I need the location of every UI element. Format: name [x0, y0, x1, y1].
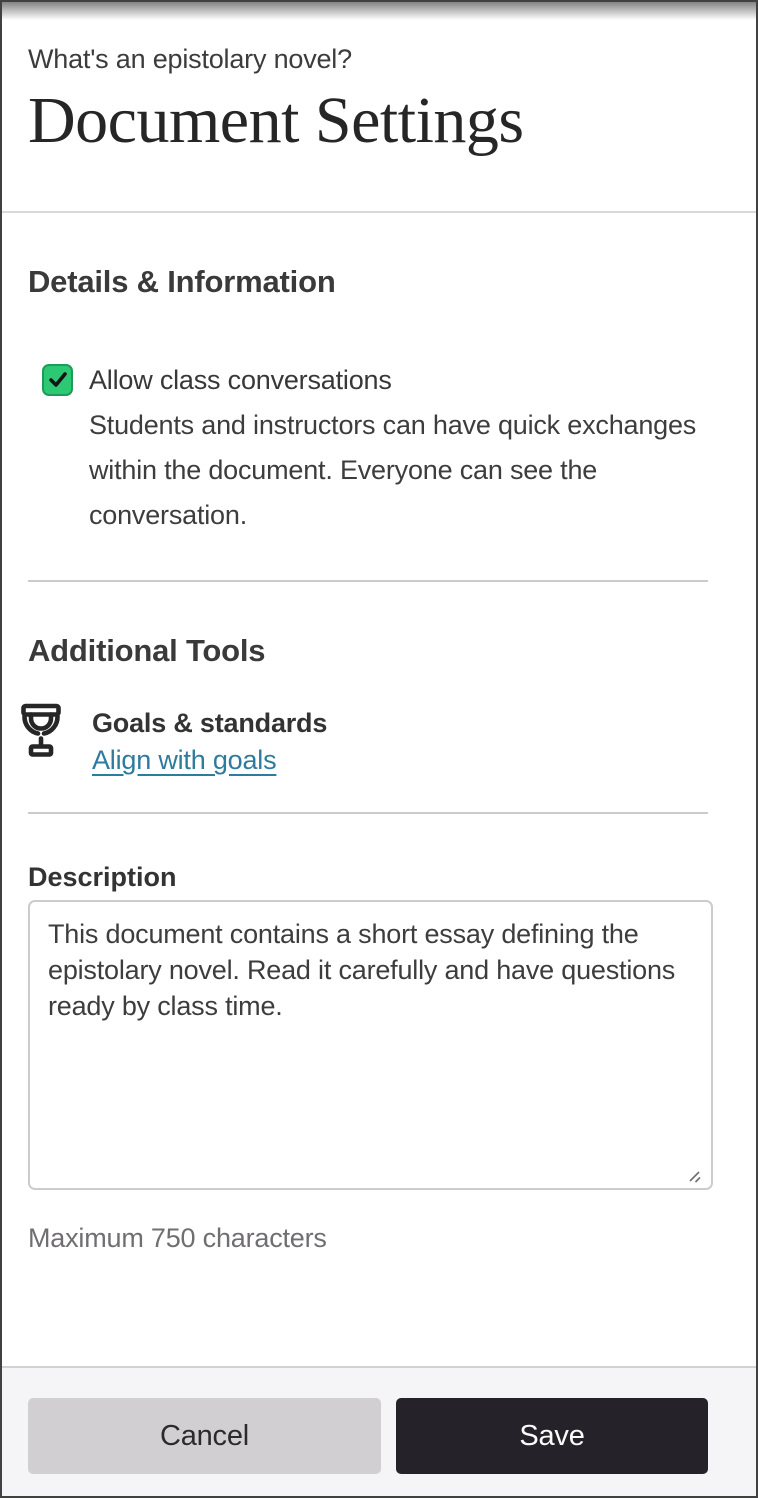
trophy-icon — [18, 703, 64, 760]
description-textarea[interactable] — [28, 900, 713, 1190]
context-title: What's an epistolary novel? — [28, 44, 352, 74]
page-title: Document Settings — [28, 84, 524, 157]
allow-conversations-description: Students and instructors can have quick exchanges within the document. Everyone can see the conversation. — [89, 410, 697, 530]
details-heading: Details & Information — [28, 264, 336, 299]
settings-content — [2, 263, 756, 1254]
allow-conversations-row — [28, 358, 708, 538]
allow-conversations-checkbox[interactable] — [42, 364, 73, 396]
allow-conversations-text — [89, 358, 708, 538]
section-divider — [28, 580, 708, 582]
align-with-goals-link[interactable]: Align with goals — [92, 745, 277, 775]
checkmark-icon — [47, 369, 69, 391]
panel-footer — [2, 1366, 756, 1496]
save-button[interactable]: Save — [396, 1398, 708, 1474]
section-divider — [28, 812, 708, 814]
cancel-button[interactable]: Cancel — [28, 1398, 381, 1474]
details-section — [28, 263, 708, 538]
panel-header — [2, 2, 756, 213]
character-limit-helper: Maximum 750 characters — [28, 1223, 327, 1253]
description-section — [28, 862, 708, 1254]
additional-tools-heading: Additional Tools — [28, 633, 266, 668]
description-textarea-wrap — [28, 900, 708, 1190]
description-label: Description — [28, 862, 177, 892]
goals-standards-title: Goals & standards — [92, 708, 328, 738]
goals-standards-row — [18, 703, 708, 778]
additional-tools-section — [28, 632, 708, 778]
goals-text — [92, 703, 327, 778]
allow-conversations-label: Allow class conversations — [89, 365, 392, 395]
